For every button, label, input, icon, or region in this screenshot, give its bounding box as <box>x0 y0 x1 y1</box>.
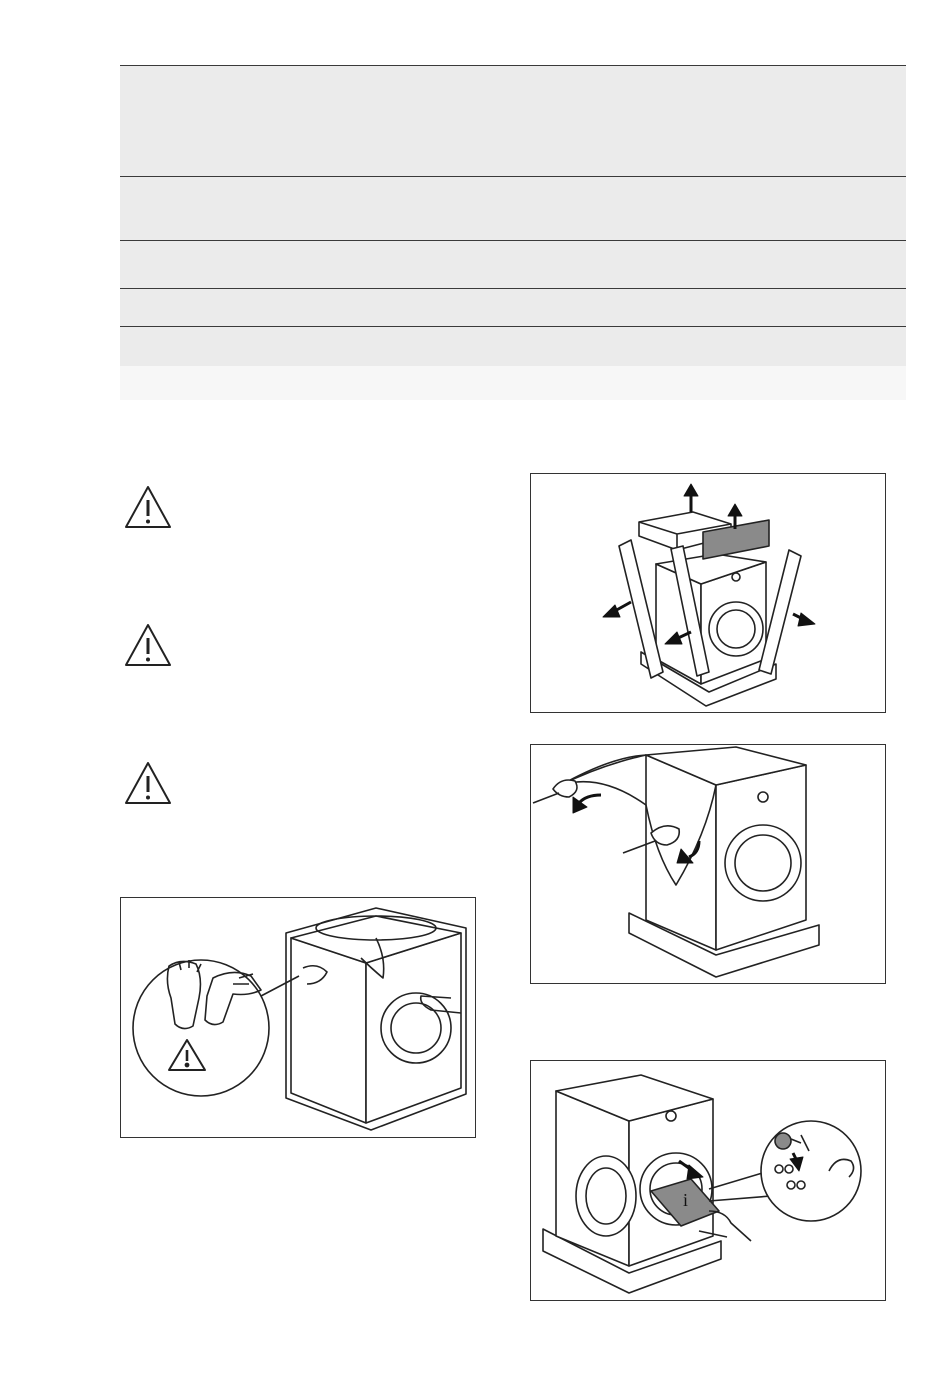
gloves-warning-illustration <box>120 897 476 1138</box>
table-row <box>120 176 906 241</box>
table-footer-shade <box>120 366 906 400</box>
table-row <box>120 240 906 289</box>
warning-triangle-icon <box>123 760 173 806</box>
table-row <box>120 288 906 327</box>
remove-packaging-illustration <box>530 473 886 713</box>
remove-film-illustration <box>530 744 886 984</box>
warning-triangle-icon <box>123 622 173 668</box>
table-row <box>120 326 906 367</box>
remove-accessories-illustration <box>530 1060 886 1301</box>
svg-text:i: i <box>683 1190 689 1210</box>
warning-triangle-icon <box>123 484 173 530</box>
table-row <box>120 65 906 177</box>
